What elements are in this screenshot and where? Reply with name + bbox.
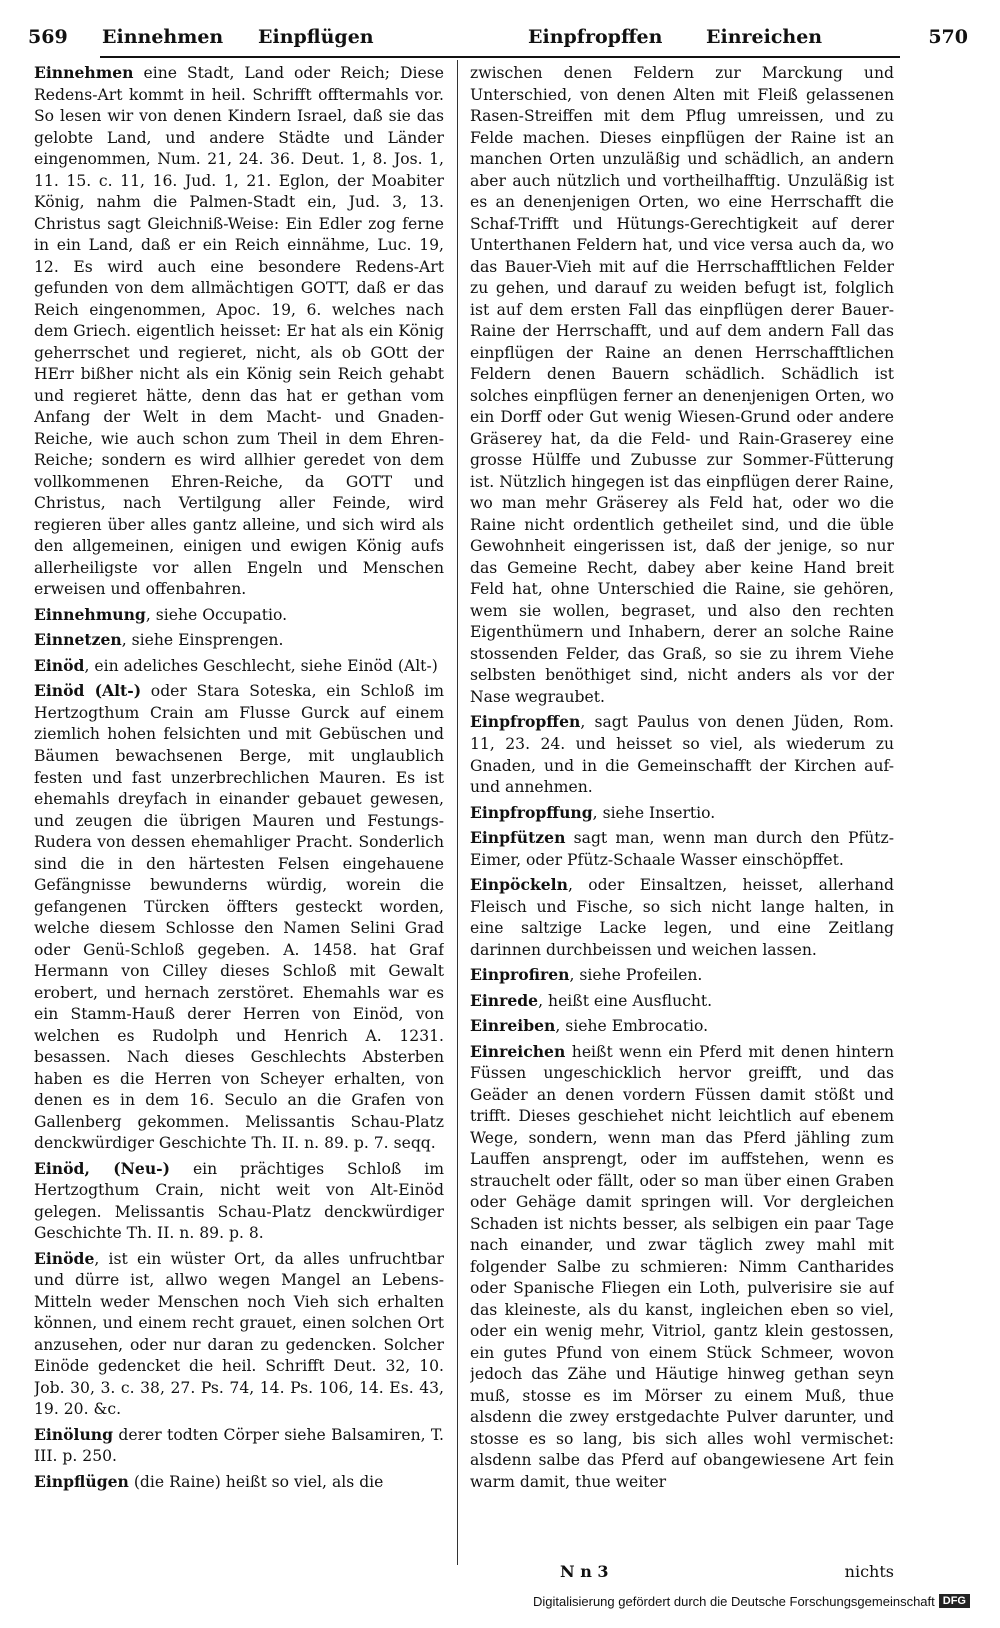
entry: Einöd, ein adeliches Geschlecht, siehe Einöd (Alt-) [34, 655, 438, 675]
entry: Einpfützen sagt man, wenn man durch den Pfütz-Eimer, oder Pfütz-Schaale Wasser einschöpffet. [470, 828, 894, 869]
entry: Einprofiren, siehe Profeilen. [470, 965, 703, 985]
header-keyword-right-1: Einpfropffen [528, 26, 663, 48]
entry: Einöd, (Neu-) ein prächtiges Schloß im Hertzogthum Crain, nicht weit von Alt-Einöd gelegen. Melissantis Schau-Platz denckwürdiger Geschichte Th. II. n. 89. p. 8. [34, 1158, 444, 1243]
entry: Einpöckeln, oder Einsaltzen, heisset, allerhand Fleisch und Fische, so sich nicht lange halten, in eine saltzige Lacke legen, und eine Zeitlang darinnen durchbeissen und weichen lassen. [470, 875, 894, 959]
header-keyword-left-1: Einnehmen [102, 26, 224, 48]
entry: Einreiben, siehe Embrocatio. [470, 1016, 709, 1036]
header-rule [100, 56, 900, 58]
credit-text: Digitalisierung gefördert durch die Deutsche Forschungsgemeinschaft [532, 1593, 935, 1609]
entry: Einöde, ist ein wüster Ort, da alles unfruchtbar und dürre ist, allwo wegen Mangel an Lebens-Mitteln weder Menschen noch Vieh sich erhalten können, und einem recht grauet, einen solchen Ort anzusehen, oder nur daran zu gedencken. Solcher Einöde gedencket die heil. Schrifft Deut. 32, 10. Job. 30, 3. c. 38, 27. Ps. 74, 14. Ps. 106, 14. Es. 43, 19. 20. &c. [34, 1248, 444, 1419]
signature-mark: N n 3 [560, 1562, 609, 1581]
running-header [28, 22, 968, 56]
entry: Einreichen heißt wenn ein Pferd mit denen hintern Füssen ungeschicklich hervor greifft, und das Geäder an denen vordern Füssen damit stößt und trifft. Dieses geschiehet nicht leichtlich auf ebenem Wege, sondern, wenn man das Pferd jähling zum Lauffen ansprengt, oder im auffstehen, wenn es strauchelt oder fällt, oder so man über einen Graben oder Gehäge damit springen will. Vor dergleichen Schaden ist nichts besser, als selbigen ein paar Tage nach einander, und zwar täglich zwey mahl mit folgender Salbe zu schmieren: Nimm Cantharides oder Spanische Fliegen ein Loth, pulverisire sie auf das kleineste, als du kanst, ingleichen eben so viel, oder ein wenig mehr, Vitriol, gantz klein gestossen, ein gutes Pfund von einem Stück Schmeer, wovon jedoch das Zähe und Häutige hinweg gethan seyn muß, stosse es im Mörser zu einem Muß, thue alsdenn die zwey erstgedachte Pulver darunter, und stosse es so lang, bis sich alles wohl vermischet: alsdenn salbe das Pferd auf obangewiesene Art fein warm damit, thue weiter [470, 1041, 894, 1491]
left-column [34, 62, 444, 1562]
entry: Einrede, heißt eine Ausflucht. [470, 990, 713, 1010]
page-number-left: 569 [28, 26, 68, 48]
entry: Einpfropffen, sagt Paulus von denen Jüden, Rom. 11, 23. 24. und heisset so viel, als wiederum zu Gnaden, und in die Gemeinschafft der Kirchen auf- und annehmen. [470, 712, 894, 797]
column-divider [457, 60, 458, 1565]
entry: Einöd (Alt-) oder Stara Soteska, ein Schloß im Hertzogthum Crain am Flusse Gurck auf einem ziemlich hohen felsichten und mit Gebüschen und Bäumen bewachsenen Berge, mit unglaublich festen und fast unzerbrechlichen Mauren. Es ist ehemahls dreyfach in einander gebauet gewesen, und zeugen die übrigen Mauren und Festungs-Rudera von dessen ehemahliger Pracht. Sonderlich sind die in den härtesten Felsen eingehauene Gefängnisse bewunderns würdig, worein die gefangenen Türcken öffters gesteckt worden, welche diesem Schlosse den Namen Selini Grad oder Genü-Schloß gegeben. A. 1458. hat Graf Hermann von Cilley dieses Schloß mit Gewalt erobert, und hernach zerstöret. Ehemahls war es ein Stamm-Hauß derer Herren von Einöd, von welchen es Rudolph und Henrich A. 1231. besassen. Nach dieses Geschlechts Absterben haben es die Herren von Scheyer erhalten, von denen es in dem 16. Seculo an die Grafen von Gallenberg gekommen. Melissantis Schau-Platz denckwürdiger Geschichte Th. II. n. 89. p. 7. seqq. [34, 681, 444, 1153]
catchword: nichts [844, 1562, 894, 1581]
entry: Einpflügen (die Raine) heißt so viel, als die [34, 1472, 384, 1491]
entry: Einnehmung, siehe Occupatio. [34, 604, 288, 624]
header-keyword-left-2: Einpflügen [258, 26, 374, 48]
entry: Einnehmen eine Stadt, Land oder Reich; Diese Redens-Art kommt in heil. Schrifft offtermahls vor. So lesen wir von denen Kindern Israel, daß sie das gelobte Land, und andere Städte und Länder eingenommen, Num. 21, 24. 36. Deut. 1, 8. Jos. 1, 11. 15. c. 11, 16. Jud. 1, 21. Eglon, der Moabiter König, nahm die Palmen-Stadt ein, Jud. 3, 13. Christus sagt Gleichniß-Weise: Ein Edler zog ferne in ein Land, daß er ein Reich einnähme, Luc. 19, 12. Es wird auch eine besondere Redens-Art gefunden von dem allmächtigen GOTT, daß er das Reich eingenommen, Apoc. 19, 6. welches nach dem Griech. eigentlich heisset: Er hat als ein König geherrschet und regieret, nicht, als ob GOtt der HErr bißher nicht als ein König sein Reich gehabt und regieret hätte, denn das hat er gethan vom Anfang der Welt in dem Macht- und Gnaden-Reiche, wie auch schon zum Theil in dem Ehren-Reiche; sondern es wird allhier geredet von dem vollkommenen Ehren-Reiche, da GOTT und Christus, nach Vertilgung aller Feinde, wird regieren über alles gantz alleine, und sich wird als den allgemeinen, einigen und ewigen König aufs allerheiligste vor allen Engeln und Menschen erweisen und offenbahren. [34, 63, 444, 599]
right-column [470, 62, 894, 1562]
page-number-right: 570 [928, 26, 968, 48]
entry: Einölung derer todten Cörper siehe Balsamiren, T. III. p. 250. [34, 1424, 444, 1466]
dfg-logo: DFG [939, 1594, 970, 1608]
digitization-credit [533, 1592, 970, 1610]
entry: Einpfropffung, siehe Insertio. [470, 802, 716, 822]
entry: Einnetzen, siehe Einsprengen. [34, 630, 284, 650]
header-keyword-right-2: Einreichen [706, 26, 823, 48]
entry: zwischen denen Feldern zur Marckung und Unterschied, von denen Alten mit Fleiß gelassenen Rasen-Streiffen mit dem Pflug umreissen, und zu Felde machen. Dieses einpflügen der Raine ist an manchen Orten unzuläßig und schädlich, an andern aber auch nützlich und vortheilhafftig. Unzuläßig ist es an denenjenigen Orten, wo eine Herrschafft die Schaf-Trifft und Hütungs-Gerechtigkeit auf derer Unterthanen Feldern hat, und vice versa auch da, wo das Bauer-Vieh mit auf die Herrschafftlichen Felder zu gehen, und darauf zu weiden befugt ist, folglich ist auf dem ersten Fall das einpflügen derer Bauer-Raine der Herrschafft, und auf dem andern Fall das einpflügen der Raine an denen Herrschafftlichen Feldern denen Bauern schädlich. Schädlich ist solches einpflügen ferner an denenjenigen Orten, wo ein Dorff oder Gut wenig Wiesen-Grund oder andere Gräserey hat, da die Feld- und Rain-Graserey eine grosse Hülffe und Zubusse zur Sommer-Fütterung ist. Nützlich hingegen ist das einpflügen derer Raine, wo man mehr Gräserey als Feld hat, oder wo die Raine nicht ordentlich getheilet sind, und die üble Gewohnheit eingerissen ist, daß der jenige, so nur das Gemeine Recht, dabey aber keine Hand breit Feld hat, ohne Unterschied die Raine, sie gehören, wem sie wollen, begraset, und also den rechten Eigenthümern und Inhabern, derer an solche Raine stossenden Felder, das Graß, so sie zu ihrem Viehe selbsten benöthiget sind, nicht anders als vor der Nase wegraubet. [470, 64, 894, 706]
